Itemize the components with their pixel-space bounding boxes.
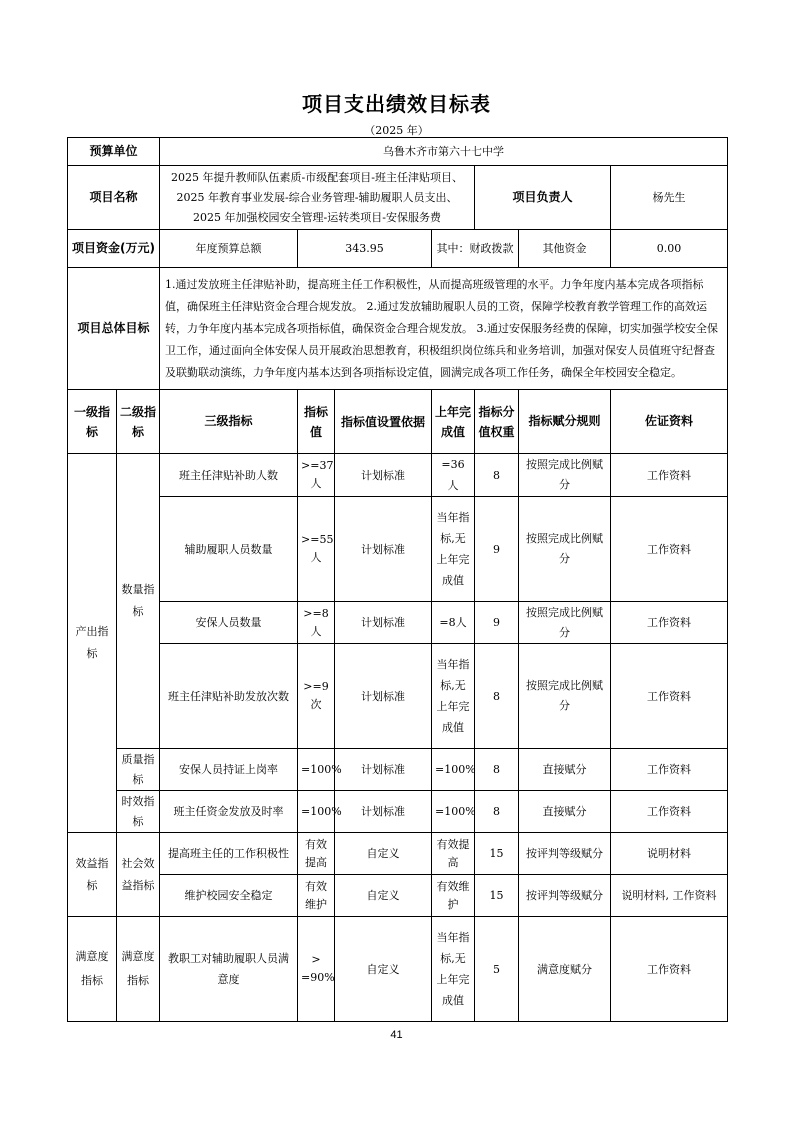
- indicator-basis: 自定义: [335, 875, 432, 917]
- indicator-rule: 按照完成比例赋分: [519, 602, 611, 644]
- header-row: [68, 390, 728, 454]
- table-row: [68, 875, 728, 917]
- indicator-value: 有效提高: [298, 833, 335, 875]
- indicator-value: >=55人: [298, 497, 335, 602]
- indicator-weight: 15: [475, 833, 519, 875]
- goal-label: 项目总体目标: [68, 268, 160, 390]
- annual-budget-value: 343.95: [298, 230, 432, 268]
- indicator-value: >=8人: [298, 602, 335, 644]
- group-timeliness: 时效指标: [117, 791, 160, 833]
- funds-row: [68, 230, 728, 268]
- indicator-rule: 满意度赋分: [519, 917, 611, 1022]
- page-number: 41: [390, 1029, 403, 1041]
- indicator-last: =8人: [432, 602, 475, 644]
- group-social-benefit: 社会效益指标: [117, 833, 160, 917]
- budget-unit-value: 乌鲁木齐市第六十七中学: [160, 138, 728, 166]
- budget-unit-row: [68, 138, 728, 166]
- table-row: [68, 833, 728, 875]
- indicator-weight: 15: [475, 875, 519, 917]
- indicator-rule: 直接赋分: [519, 791, 611, 833]
- indicator-basis: 自定义: [335, 917, 432, 1022]
- group-output: 产出指标: [68, 454, 117, 833]
- person-in-charge-value: 杨先生: [611, 166, 728, 230]
- indicator-name: 安保人员持证上岗率: [160, 749, 298, 791]
- indicator-name: 安保人员数量: [160, 602, 298, 644]
- indicator-name: 教职工对辅助履职人员满意度: [160, 917, 298, 1022]
- indicator-last: =100%: [432, 749, 475, 791]
- indicator-name: 班主任津贴补助人数: [160, 454, 298, 497]
- indicator-weight: 9: [475, 497, 519, 602]
- indicator-last: =36 人: [432, 454, 475, 497]
- indicator-evidence: 工作资料: [611, 454, 728, 497]
- group-quality: 质量指标: [117, 749, 160, 791]
- indicator-rule: 按照完成比例赋分: [519, 497, 611, 602]
- group-quantity: 数量指标: [117, 454, 160, 749]
- group-satisfaction-sub: 满意度指标: [117, 917, 160, 1022]
- indicator-rule: 直接赋分: [519, 749, 611, 791]
- header-level1: 一级指标: [68, 390, 117, 454]
- indicator-name: 提高班主任的工作积极性: [160, 833, 298, 875]
- table-row: [68, 749, 728, 791]
- header-last-year: 上年完成值: [432, 390, 475, 454]
- indicator-basis: 计划标准: [335, 749, 432, 791]
- indicator-rule: 按评判等级赋分: [519, 875, 611, 917]
- indicator-rule: 按照完成比例赋分: [519, 454, 611, 497]
- goal-text: 1.通过发放班主任津贴补助，提高班主任工作积极性，从而提高班级管理的水平。力争年度内基本完成各项指标值，确保班主任津贴资金合理合规发放。 2.通过发放辅助履职人员的工资，保障学校教育教学管理工作的高效运转，力争年度内基本完成各项指标值，确保资金合理合规发放。 3.通过安保服务经费的保障，切实加强学校安全保卫工作，通过面向全体安保人员开展政治思想教育，积极组织岗位练兵和业务培训，加强对保安人员值班守纪督查及联勤联动演练，力争年度内基本达到各项指标设定值，圆满完成各项工作任务，确保全年校园安全稳定。: [160, 268, 728, 390]
- table-row: [68, 917, 728, 1022]
- table-row: [68, 497, 728, 602]
- header-value: 指标值: [298, 390, 335, 454]
- group-satisfaction: 满意度指标: [68, 917, 117, 1022]
- group-benefit: 效益指标: [68, 833, 117, 917]
- indicator-weight: 9: [475, 602, 519, 644]
- indicator-basis: 自定义: [335, 833, 432, 875]
- project-name-value: 2025 年提升教师队伍素质-市级配套项目-班主任津贴项目、2025 年教育事业发展-综合业务管理-辅助履职人员支出、2025 年加强校园安全管理-运转类项目-安保服务费: [160, 166, 475, 230]
- indicator-name: 班主任资金发放及时率: [160, 791, 298, 833]
- indicator-value: =100%: [298, 749, 335, 791]
- indicator-name: 班主任津贴补助发放次数: [160, 644, 298, 749]
- header-basis: 指标值设置依据: [335, 390, 432, 454]
- indicator-weight: 8: [475, 791, 519, 833]
- indicator-evidence: 说明材料: [611, 833, 728, 875]
- indicator-last: 有效提高: [432, 833, 475, 875]
- indicator-weight: 5: [475, 917, 519, 1022]
- indicator-basis: 计划标准: [335, 644, 432, 749]
- indicator-value: 有效维护: [298, 875, 335, 917]
- header-level3: 三级指标: [160, 390, 298, 454]
- indicator-name: 维护校园安全稳定: [160, 875, 298, 917]
- indicator-evidence: 工作资料: [611, 644, 728, 749]
- indicator-value: >=9次: [298, 644, 335, 749]
- indicator-last: 当年指标,无上年完成值: [432, 497, 475, 602]
- other-funds-label: 其他资金: [519, 230, 611, 268]
- year-label: （2025 年）: [364, 124, 429, 137]
- table-row: [68, 791, 728, 833]
- indicator-last: 当年指标,无上年完成值: [432, 644, 475, 749]
- table-row: [68, 454, 728, 497]
- indicator-value: >=37人: [298, 454, 335, 497]
- indicator-basis: 计划标准: [335, 454, 432, 497]
- project-name-label: 项目名称: [68, 166, 160, 230]
- header-weight: 指标分值权重: [475, 390, 519, 454]
- project-name-row: [68, 166, 728, 230]
- indicator-last: =100%: [432, 791, 475, 833]
- indicator-evidence: 工作资料: [611, 497, 728, 602]
- budget-unit-label: 预算单位: [68, 138, 160, 166]
- indicator-evidence: 工作资料: [611, 602, 728, 644]
- header-evidence: 佐证资料: [611, 390, 728, 454]
- indicator-weight: 8: [475, 644, 519, 749]
- annual-budget-label: 年度预算总额: [160, 230, 298, 268]
- indicator-name: 辅助履职人员数量: [160, 497, 298, 602]
- table-row: [68, 602, 728, 644]
- indicator-evidence: 工作资料: [611, 749, 728, 791]
- fiscal-label: 其中：财政拨款: [432, 230, 519, 268]
- indicator-value: > =90%: [298, 917, 335, 1022]
- indicator-last: 当年指标,无上年完成值: [432, 917, 475, 1022]
- indicator-basis: 计划标准: [335, 602, 432, 644]
- goal-row: [68, 268, 728, 390]
- indicator-evidence: 工作资料: [611, 917, 728, 1022]
- indicator-basis: 计划标准: [335, 497, 432, 602]
- indicator-weight: 8: [475, 749, 519, 791]
- performance-table: [67, 137, 728, 1022]
- table-row: [68, 644, 728, 749]
- funds-label: 项目资金(万元): [68, 230, 160, 268]
- page-title: 项目支出绩效目标表: [302, 92, 491, 116]
- indicator-evidence: 工作资料: [611, 791, 728, 833]
- indicator-value: =100%: [298, 791, 335, 833]
- header-rule: 指标赋分规则: [519, 390, 611, 454]
- indicator-basis: 计划标准: [335, 791, 432, 833]
- other-funds-value: 0.00: [611, 230, 728, 268]
- header-level2: 二级指标: [117, 390, 160, 454]
- indicator-last: 有效维护: [432, 875, 475, 917]
- indicator-weight: 8: [475, 454, 519, 497]
- person-in-charge-label: 项目负责人: [475, 166, 611, 230]
- indicator-rule: 按评判等级赋分: [519, 833, 611, 875]
- indicator-evidence: 说明材料, 工作资料: [611, 875, 728, 917]
- indicator-rule: 按照完成比例赋分: [519, 644, 611, 749]
